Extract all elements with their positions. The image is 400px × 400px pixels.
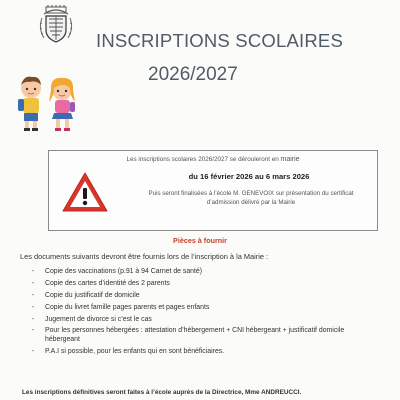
page-title: INSCRIPTIONS SCOLAIRES (96, 30, 344, 51)
town-crest-icon (36, 4, 76, 46)
school-year: 2026/2027 (148, 64, 238, 85)
notice-box (48, 150, 378, 231)
notice-intro-highlight: mairie (280, 156, 300, 163)
warning-triangle-icon (61, 171, 109, 213)
documents-intro: Les documents suivants devront être fournis lors de l’inscription à la Mairie : (20, 252, 269, 261)
finalisation-line-1: Puis seront finalisées à l’école M. GENEVOIX sur présentation du certificat (148, 190, 354, 197)
section-title: Pièces à fournir (173, 236, 227, 245)
finalisation-text (133, 189, 369, 207)
finalisation-line-2: d’admission délivré par la Mairie (206, 199, 296, 206)
notice-intro (49, 156, 377, 163)
list-item: - P.A.I si possible, pour les enfants qui en sont bénéficiaires. (32, 348, 372, 357)
list-item: - Copie des cartes d’identité des 2 parents (32, 280, 372, 289)
list-item: - Copie du livret famille pages parents et pages enfants (32, 304, 372, 313)
footer-note: Les inscriptions définitives seront faites à l’école auprès de la Directrice, Mme ANDREUCCI. (22, 389, 302, 396)
notice-intro-text: Les inscriptions scolaires 2026/2027 se dérouleront en (126, 156, 279, 163)
children-illustration (12, 72, 82, 134)
registration-dates: du 16 février 2026 au 6 mars 2026 (188, 172, 310, 181)
list-item: - Copie du justificatif de domicile (32, 292, 372, 301)
list-item: - Copie des vaccinations (p.91 à 94 Carnet de santé) (32, 268, 372, 277)
documents-list (32, 268, 372, 360)
list-item: - Pour les personnes hébergées : attestation d’hébergement + CNI hébergeant + justificatif domicile hébergeant (32, 327, 372, 345)
list-item: - Jugement de divorce si c’est le cas (32, 316, 372, 325)
